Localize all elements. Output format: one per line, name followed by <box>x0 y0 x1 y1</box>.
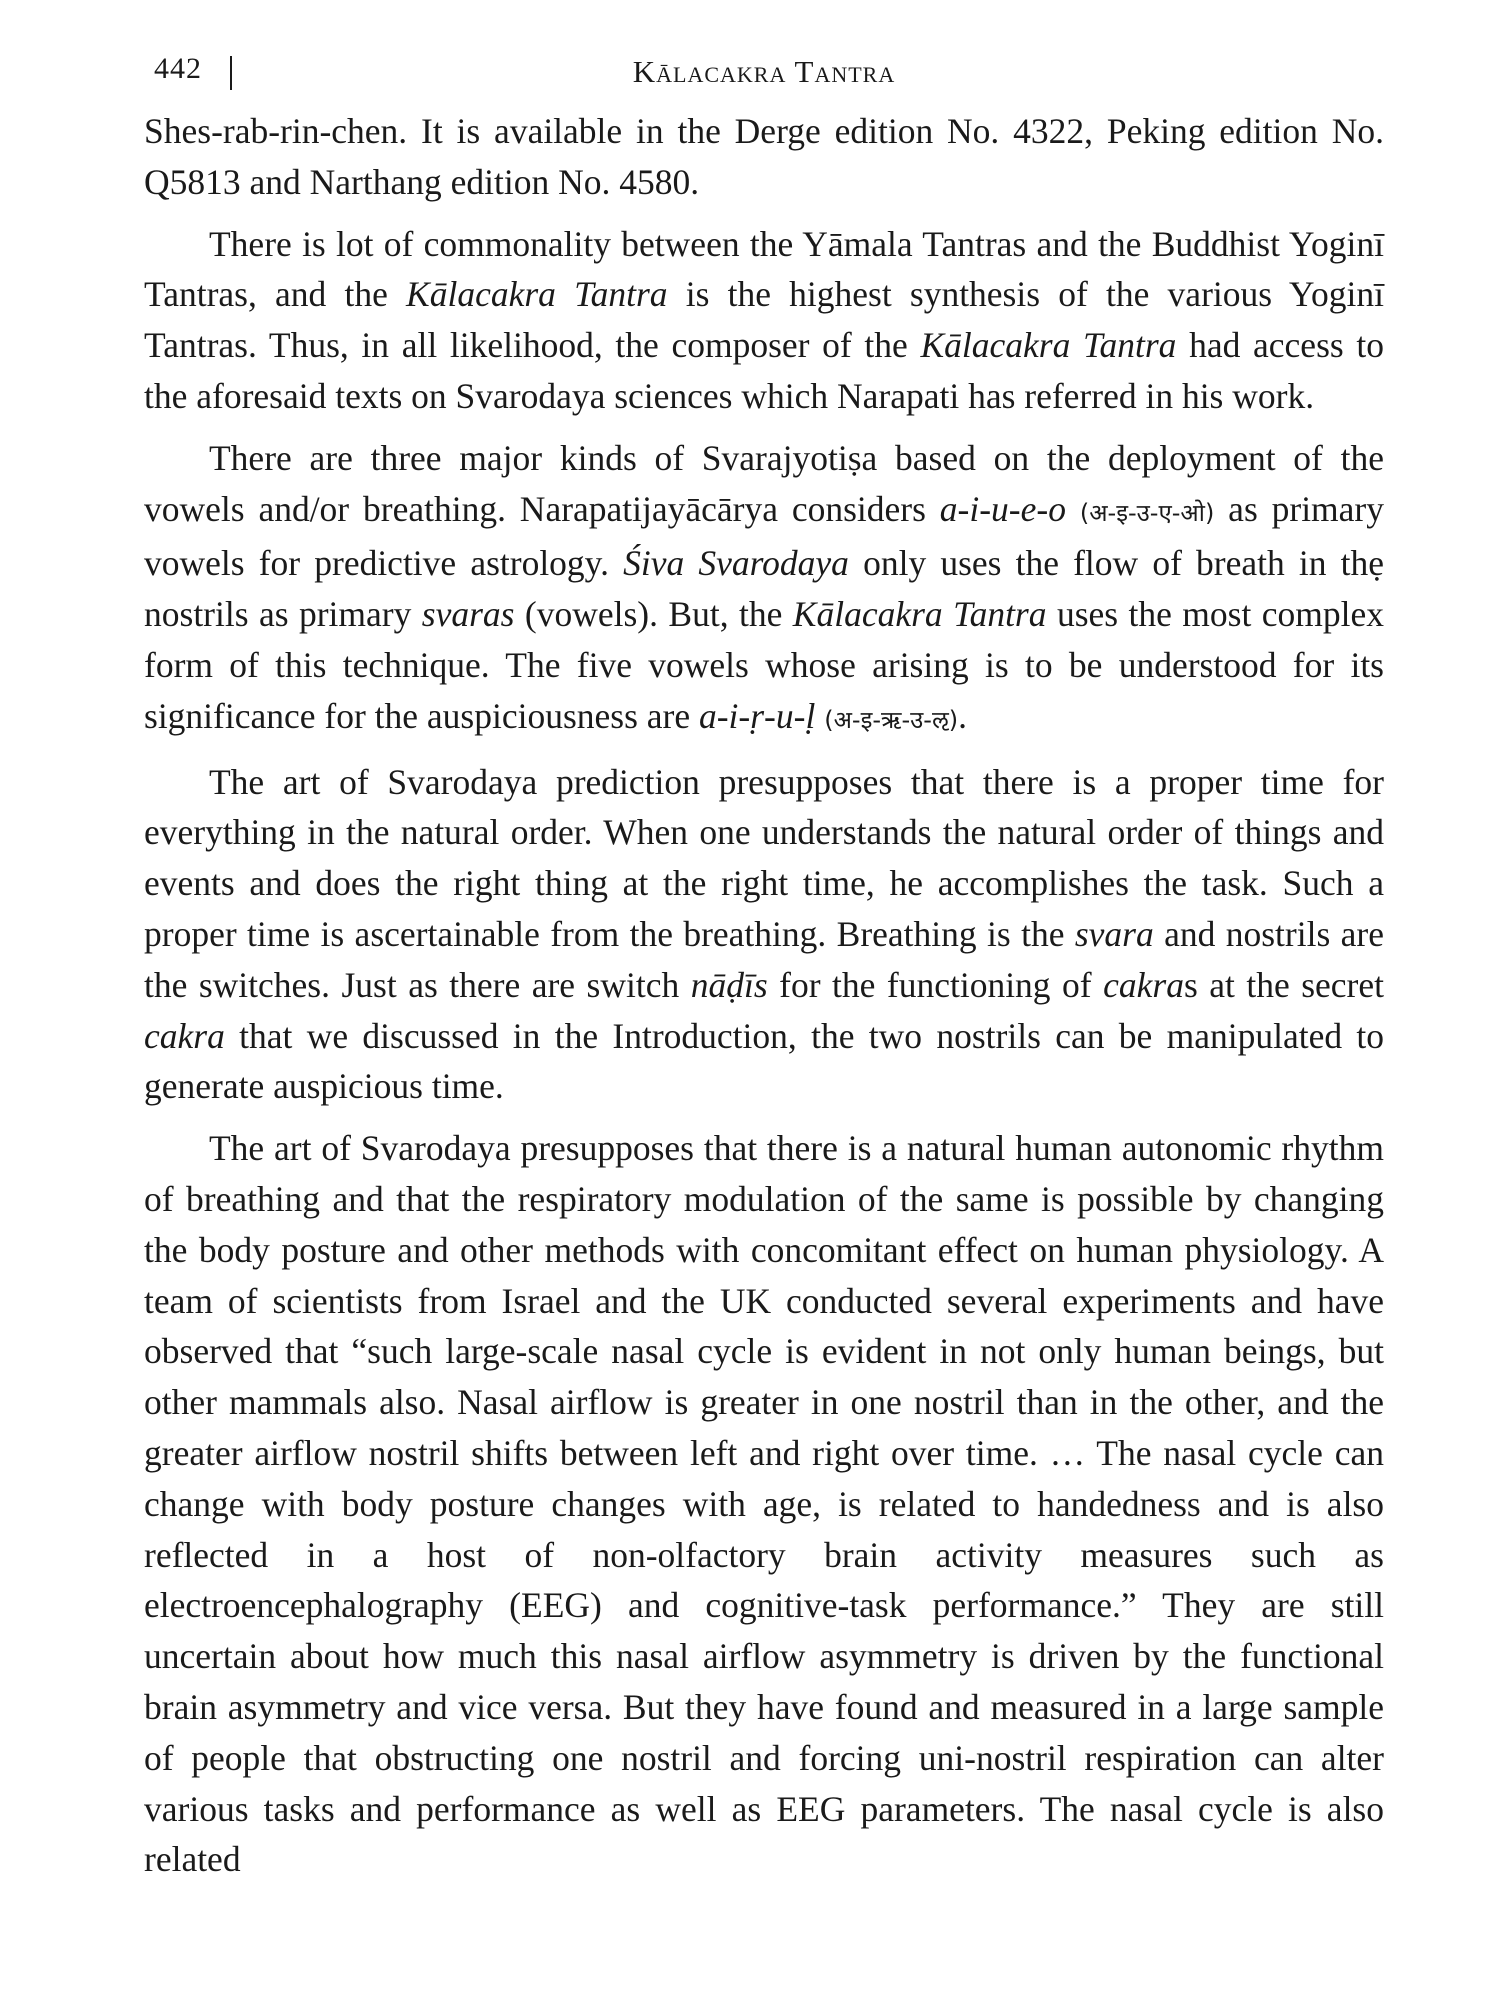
paragraph-4-italic-2: nāḍīs <box>690 964 768 1005</box>
page-header <box>144 52 1384 102</box>
paragraph-3-italic-4: Kālacakra Tantra <box>792 594 1047 635</box>
devanagari-vowels-2: (अ-इ-ऋ-उ-ऌ) <box>824 705 959 734</box>
paragraph-4-text-2: and nostrils are the switches. Just as there are switch <box>144 913 1384 1005</box>
paragraph-3-text-3: only uses the flow of breath in thẹ nostrils as primary <box>144 543 1384 635</box>
book-page <box>144 52 1384 1885</box>
paragraph-2 <box>144 219 1384 422</box>
paragraph-3-italic-2: Śiva Svarodaya <box>623 543 849 584</box>
paragraph-5 <box>144 1123 1384 1885</box>
paragraph-4-italic-4: cakra <box>144 1015 225 1056</box>
paragraph-4-italic-3: cakra <box>1103 964 1184 1005</box>
running-title: Kālacakra Tantra <box>632 54 896 89</box>
paragraph-4-text-4: s at the secret <box>1183 964 1384 1005</box>
paragraph-4-text-5: that we discussed in the Introduction, the two nostrils can be manipulated to generate auspicious time. <box>144 1015 1384 1107</box>
paragraph-4 <box>144 757 1384 1113</box>
paragraph-3-italic-5: a-i-ṛ-u-ḷ <box>698 695 816 736</box>
paragraph-2-italic-1: Kālacakra Tantra <box>406 274 668 315</box>
paragraph-3-italic-3: svaras <box>421 594 515 635</box>
paragraph-2-italic-2: Kālacakra Tantra <box>920 325 1177 366</box>
paragraph-2-text-1: There is lot of commonality between the Yāmala Tantras and the Buddhist Yoginī Tantras, and the <box>144 223 1384 315</box>
paragraph-4-text-3: for the functioning of <box>767 964 1104 1005</box>
paragraph-3-text-1: There are three major kinds of Svarajyotiṣa based on the deployment of the vowels and/or breathing. Narapatijayācārya considers <box>144 437 1384 529</box>
paragraph-4-italic-1: svara <box>1074 913 1154 954</box>
paragraph-1-text: Shes-rab-rin-chen. It is available in the Derge edition No. 4322, Peking edition No. Q5813 and Narthang edition No. 4580. <box>144 111 1384 202</box>
paragraph-2-text-3: had access to the aforesaid texts on Svarodaya sciences which Narapati has referred in his work. <box>144 325 1384 416</box>
paragraph-1 <box>144 106 1384 208</box>
paragraph-3-text-6: . <box>958 695 967 736</box>
paragraph-3-text-4: (vowels). But, the <box>514 594 793 635</box>
paragraph-5-text: The art of Svarodaya presupposes that there is a natural human autonomic rhythm of breathing and that the respiratory modulation of the same is possible by changing the body posture and other methods with concomitant effect on human physiology. A team of scientists from Israel and the UK conducted several experiments and have observed that “such large-scale nasal cycle is evident in not only human beings, but other mammals also. Nasal airflow is greater in one nostril than in the other, and the greater airflow nostril shifts between left and right over time. … The nasal cycle can change with body posture changes with age, is related to handedness and is also reflected in a host of non-olfactory brain activity measures such as electroencephalography (EEG) and cognitive-task performance.” They are still uncertain about how much this nasal airflow asymmetry is driven by the functional brain asymmetry and vice versa. But they have found and measured in a large sample of people that obstructing one nostril and forcing uni-nostril respiration can alter various tasks and performance as well as EEG parameters. The nasal cycle is also related <box>144 1128 1384 1880</box>
paragraph-3 <box>144 433 1384 746</box>
paragraph-2-text-2: is the highest synthesis of the various Yoginī Tantras. Thus, in all likelihood, the composer of the <box>144 274 1384 366</box>
paragraph-3-text-5: uses the most complex form of this technique. The five vowels whose arising is to be understood for its significance for the auspiciousness are <box>144 594 1384 736</box>
page-number: 442 <box>154 52 202 85</box>
paragraph-3-text-2: as primary vowels for predictive astrology. <box>144 488 1384 584</box>
paragraph-4-text-1: The art of Svarodaya prediction presupposes that there is a proper time for everything in the natural order. When one understands the natural order of things and events and does the right thing at the right time, he accomplishes the task. Such a proper time is ascertainable from the breathing. Breathing is the <box>144 761 1384 954</box>
paragraph-3-italic-1: a-i-u-e-o <box>939 488 1066 529</box>
devanagari-vowels-1: (अ-इ-उ-ए-ओ) <box>1079 498 1215 527</box>
